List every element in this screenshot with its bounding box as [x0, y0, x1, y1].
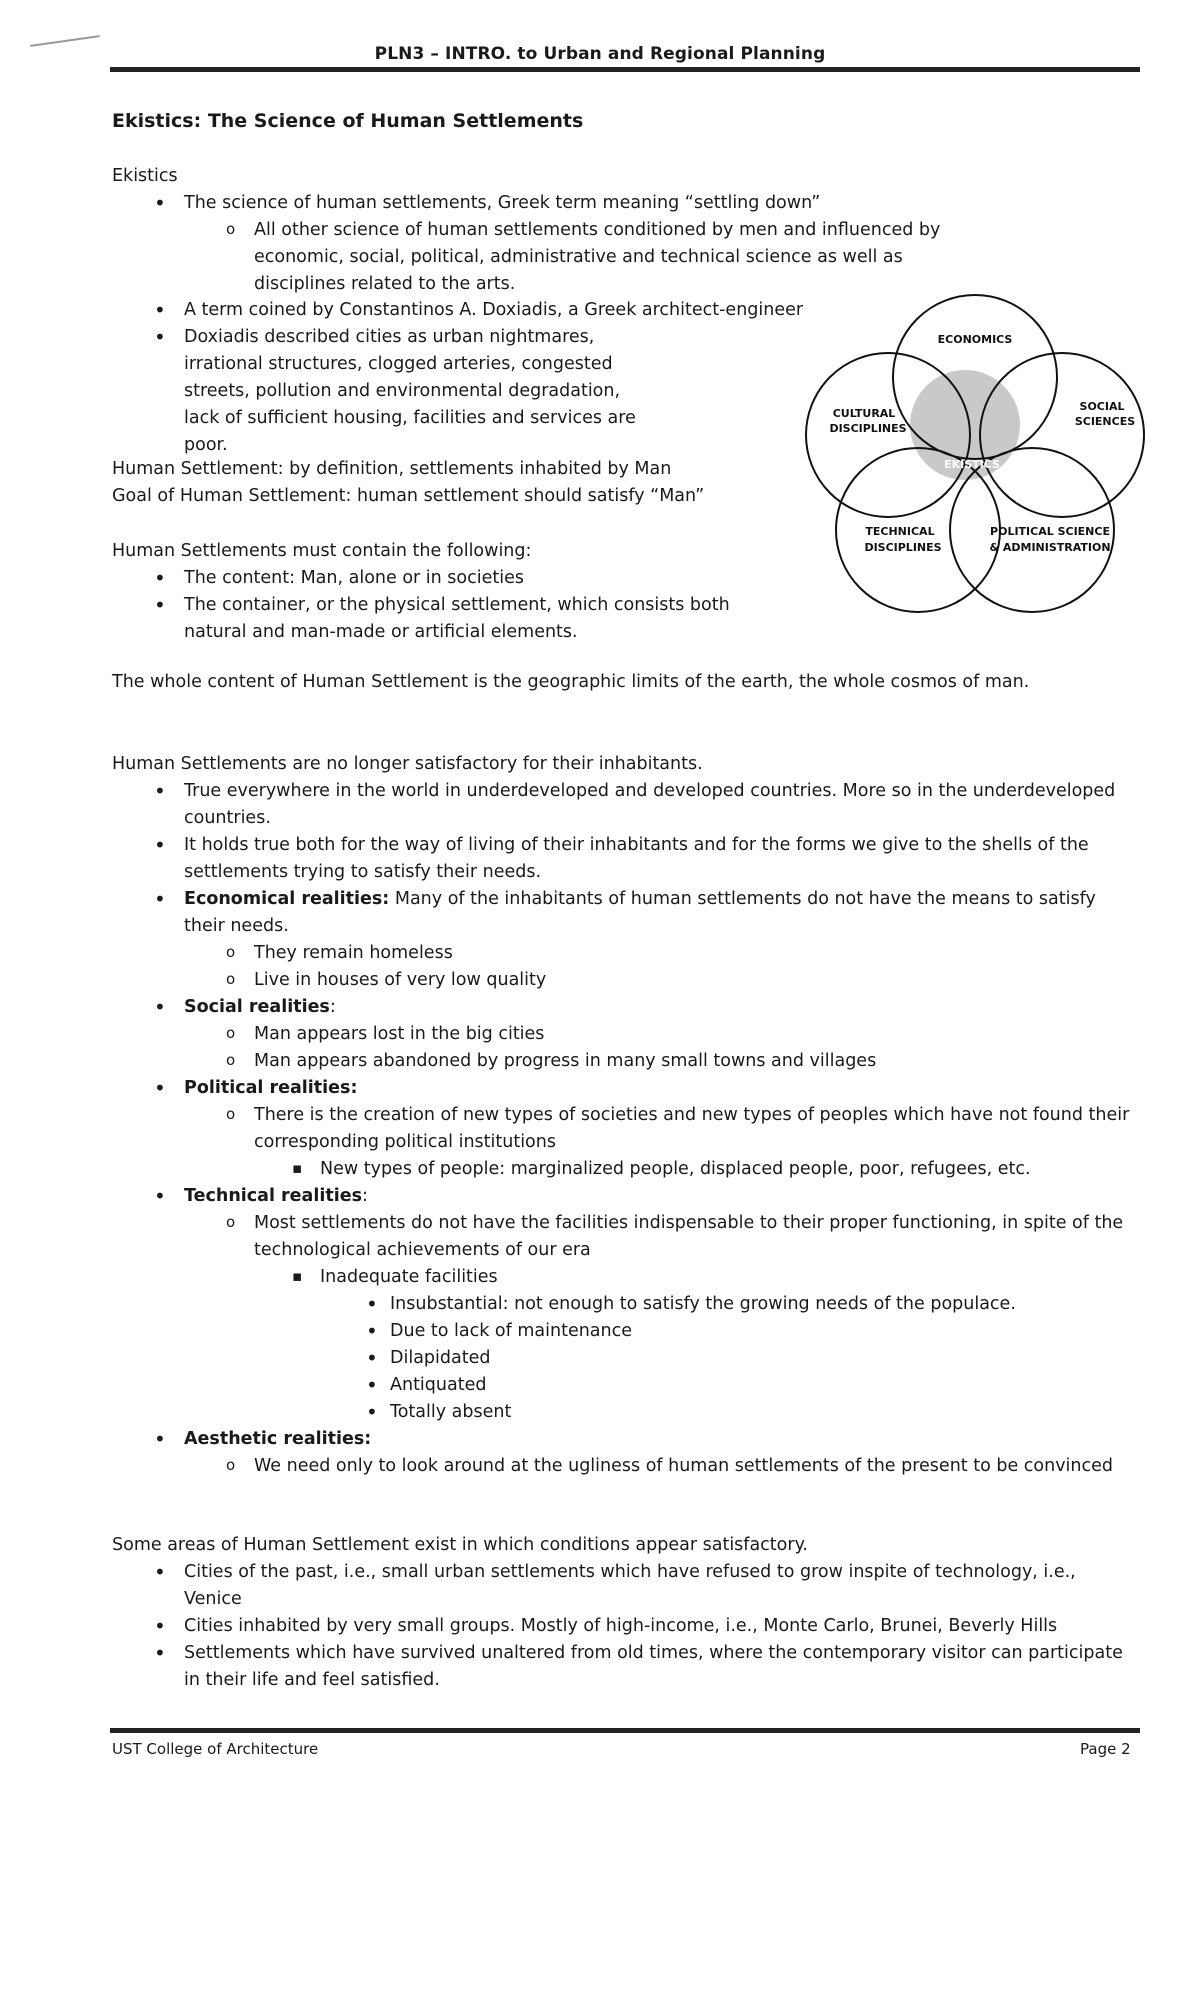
- list-item-political: [146, 1075, 1136, 1183]
- satisfactory-intro: Some areas of Human Settlement exist in which conditions appear satisfactory.: [112, 1535, 808, 1555]
- section-heading: Ekistics: The Science of Human Settlements: [112, 110, 584, 132]
- list-item: • The content: Man, alone or in societies: [146, 565, 812, 592]
- list-item: • The science of human settlements, Greek term meaning “settling down” o All other science of human settlements conditioned by men and influenced by economic, social, political, administrative and technical science as well as disciplines related to the arts.: [146, 190, 1012, 298]
- list-item: • Antiquated: [360, 1372, 1136, 1399]
- venn-label-technical: TECHNICAL: [865, 525, 935, 538]
- list-item: • Cities inhabited by very small groups. Mostly of high-income, i.e., Monte Carlo, Brunei, Beverly Hills: [146, 1613, 1136, 1640]
- list-item: • Settlements which have survived unaltered from old times, where the contemporary visitor can participate in their life and feel satisfied.: [146, 1640, 1136, 1694]
- list-item: o They remain homeless: [218, 940, 1136, 967]
- unsatisfactory-section: [112, 751, 1142, 1480]
- venn-label-economics: ECONOMICS: [937, 333, 1013, 346]
- list-item: o Most settlements do not have the facilities indispensable to their proper functioning, in spite of the technological achievements of our era ▪ Inadequate facilities • Insubstantial: not enough to satisfy the growing needs of the populace. • Due to lack of maintenance • Dilapidated • Antiquated • Totally absent: [218, 1210, 1136, 1426]
- definition-block: [112, 456, 812, 510]
- satisfactory-section: [112, 1532, 1142, 1694]
- header-rule: [110, 67, 1140, 72]
- economical-title: Economical realities:: [184, 889, 390, 909]
- list-item-social: • Social realities: o Man appears lost in the big cities o Man appears abandoned by progress in many small towns and villages: [146, 994, 1136, 1075]
- venn-label-cultural: CULTURAL: [832, 407, 896, 420]
- definition-line: Human Settlement: by definition, settlements inhabited by Man: [112, 459, 672, 479]
- footer-page-number: Page 2: [1080, 1740, 1131, 1758]
- list-item: • Insubstantial: not enough to satisfy the growing needs of the populace.: [360, 1291, 1136, 1318]
- footer-rule: [110, 1728, 1140, 1733]
- list-item: • Doxiadis described cities as urban nightmares, irrational structures, clogged arteries, congested streets, pollution and environmental degradation, lack of sufficient housing, facilities and services are poor.: [146, 324, 650, 459]
- list-item: • The container, or the physical settlement, which consists both natural and man-made or artificial elements.: [146, 592, 744, 646]
- venn-label-center: EKISTICS: [944, 458, 1000, 471]
- list-item: o There is the creation of new types of societies and new types of peoples which have not found their corresponding political institutions ▪ New types of people: marginalized people, displaced people, poor, refugees, etc.: [218, 1102, 1136, 1183]
- social-title: Social realities: [184, 997, 330, 1017]
- list-item: • True everywhere in the world in underdeveloped and developed countries. More so in the underdeveloped countries.: [146, 778, 1136, 832]
- contain-block: [112, 538, 812, 646]
- list-item-technical: • Technical realities: o Most settlements do not have the facilities indispensable to their proper functioning, in spite of the technological achievements of our era ▪ Inadequate facilities • Insubstantial: not enough to satisfy the growing needs of the populace. • Due to lack of maintenance • Dilapidated • Antiquated • Totally absent: [146, 1183, 1136, 1426]
- ekistics-list: [146, 190, 1012, 298]
- list-item-economical: • Economical realities: Many of the inhabitants of human settlements do not have the means to satisfy their needs. o They remain homeless o Live in houses of very low quality: [146, 886, 1136, 994]
- list-item: ▪ New types of people: marginalized people, displaced people, poor, refugees, etc.: [284, 1156, 1136, 1183]
- list-item: o We need only to look around at the ugliness of human settlements of the present to be convinced: [218, 1453, 1136, 1480]
- political-title: Political realities:: [184, 1078, 358, 1098]
- ekistics-label: Ekistics: [112, 166, 178, 186]
- list-item: o All other science of human settlements conditioned by men and influenced by economic, social, political, administrative and technical science as well as disciplines related to the arts.: [218, 217, 958, 298]
- contain-intro: Human Settlements must contain the following:: [112, 541, 532, 561]
- list-item: • Due to lack of maintenance: [360, 1318, 1136, 1345]
- venn-label-cultural-2: DISCIPLINES: [829, 422, 907, 435]
- list-item: o Man appears abandoned by progress in many small towns and villages: [218, 1048, 1136, 1075]
- ekistics-section: [112, 163, 1012, 298]
- list-item: o Man appears lost in the big cities: [218, 1021, 1136, 1048]
- list-item: o Live in houses of very low quality: [218, 967, 1136, 994]
- venn-label-political-2: & ADMINISTRATION: [989, 541, 1111, 554]
- footer-institution: UST College of Architecture: [112, 1740, 319, 1758]
- venn-label-political: POLITICAL SCIENCE: [990, 525, 1110, 538]
- list-item-aesthetic: [146, 1426, 1136, 1480]
- ekistics-venn-diagram: [800, 285, 1150, 630]
- list-item: • Dilapidated: [360, 1345, 1136, 1372]
- list-item: • Totally absent: [360, 1399, 1136, 1426]
- list-item: • Cities of the past, i.e., small urban settlements which have refused to grow inspite of technology, i.e., Venice: [146, 1559, 1136, 1613]
- venn-label-social-2: SCIENCES: [1074, 415, 1136, 428]
- whole-content-paragraph: The whole content of Human Settlement is the geographic limits of the earth, the whole cosmos of man.: [112, 672, 1030, 692]
- venn-label-social: SOCIAL: [1079, 400, 1125, 413]
- doxiadis-list: [146, 297, 804, 459]
- page-header-title: PLN3 – INTRO. to Urban and Regional Planning: [374, 44, 826, 64]
- list-item: • A term coined by Constantinos A. Doxiadis, a Greek architect-engineer: [146, 297, 964, 324]
- list-item: • It holds true both for the way of living of their inhabitants and for the forms we give to the shells of the settlements trying to satisfy their needs.: [146, 832, 1136, 886]
- venn-label-technical-2: DISCIPLINES: [864, 541, 942, 554]
- technical-title: Technical realities: [184, 1186, 362, 1206]
- unsatisfactory-intro: Human Settlements are no longer satisfactory for their inhabitants.: [112, 754, 703, 774]
- list-item: ▪ Inadequate facilities • Insubstantial: not enough to satisfy the growing needs of the populace. • Due to lack of maintenance • Dilapidated • Antiquated • Totally absent: [284, 1264, 1136, 1426]
- goal-line: Goal of Human Settlement: human settlement should satisfy “Man”: [112, 486, 705, 506]
- aesthetic-title: Aesthetic realities:: [184, 1429, 372, 1449]
